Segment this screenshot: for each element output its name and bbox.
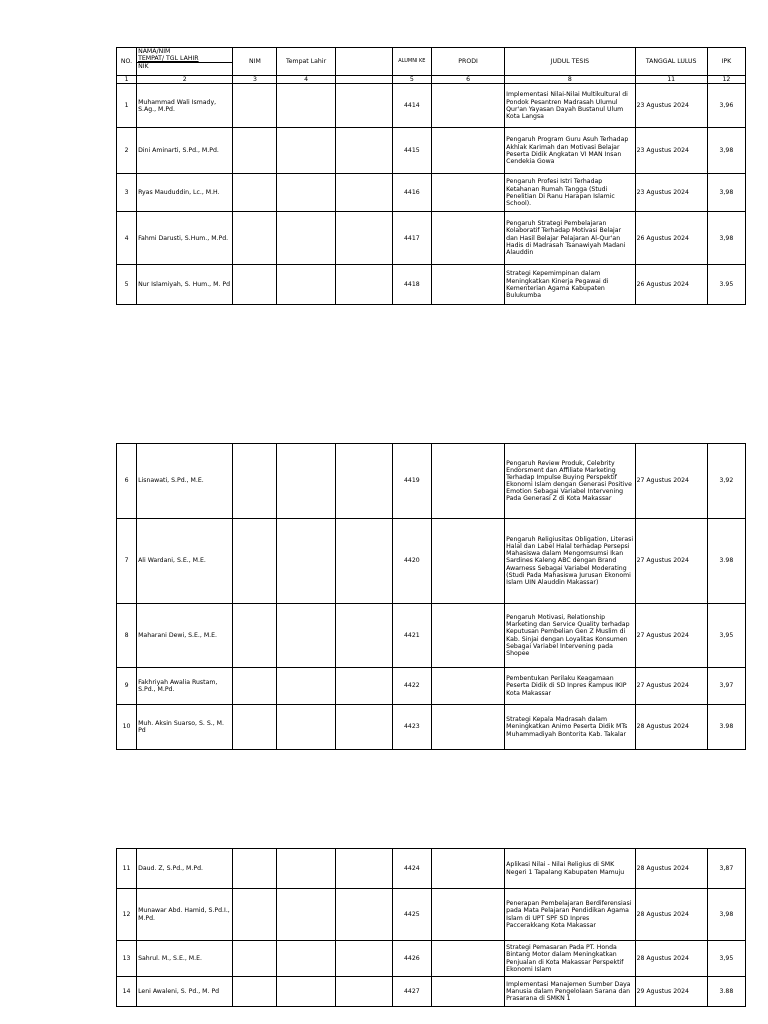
student-name: Fakhriyah Awalia Rustam, S.Pd., M.Pd. (137, 668, 233, 705)
graduation-date: 27 Agustus 2024 (635, 519, 707, 604)
table-body (117, 84, 746, 305)
tempat-lahir-cell (277, 519, 335, 604)
row-number: 10 (117, 705, 137, 750)
alumni-number: 4420 (392, 519, 431, 604)
thesis-title: Aplikasi Nilai - Nilai Religius di SMK Negeri 1 Tapalang Kabupaten Mamuju (505, 849, 635, 889)
graduation-date: 28 Agustus 2024 (635, 705, 707, 750)
student-name: Sahrul. M., S.E., M.E. (137, 941, 233, 977)
nim-cell (233, 128, 277, 174)
graduation-date: 28 Agustus 2024 (635, 849, 707, 889)
student-name: Ali Wardani, S.E., M.E. (137, 519, 233, 604)
header-nama-nim: NAMA/NIM (138, 48, 171, 55)
blank-cell (335, 668, 392, 705)
student-name: Nur Islamiyah, S. Hum., M. Pd (137, 265, 233, 305)
gpa-value: 3,92 (707, 444, 745, 519)
graduation-date: 23 Agustus 2024 (635, 128, 707, 174)
prodi-cell (431, 604, 504, 668)
table-row (117, 604, 746, 668)
row-number: 11 (117, 849, 137, 889)
nim-cell (233, 212, 277, 265)
prodi-cell (431, 174, 504, 212)
thesis-title: Pengaruh Profesi Istri Terhadap Ketahanan Rumah Tangga (Studi Penelitian Di Ranu Harapan Islamic School). (505, 174, 635, 212)
column-index: 1 (117, 76, 137, 84)
blank-cell (335, 941, 392, 977)
graduation-date: 23 Agustus 2024 (635, 174, 707, 212)
alumni-number: 4423 (392, 705, 431, 750)
gpa-value: 3,98 (707, 128, 745, 174)
blank-cell (335, 889, 392, 941)
nim-cell (233, 889, 277, 941)
gpa-value: 3,98 (707, 889, 745, 941)
thesis-title: Pengaruh Motivasi, Relationship Marketing dan Service Quality terhadap Keputusan Pembelian Gen Z Muslim di Kab. Sinjai dengan Loyalitas Konsumen Sebagai Variabel Intervening pada Shopee (505, 604, 635, 668)
row-number: 5 (117, 265, 137, 305)
column-index: 2 (137, 76, 233, 84)
column-index-blank (335, 76, 392, 84)
tempat-lahir-cell (277, 604, 335, 668)
gpa-value: 3.88 (707, 977, 745, 1007)
prodi-cell (431, 128, 504, 174)
blank-cell (335, 212, 392, 265)
thesis-title: Pengaruh Review Produk, Celebrity Endorsment dan Affiliate Marketing Terhadap Impulse Buying Perspektif Ekonomi Islam dengan Generasi Positive Emotion Sebagai Variabel Intervening Pada Generasi Z di Kota Makassar (505, 444, 635, 519)
student-name: Dini Aminarti, S.Pd., M.Pd. (137, 128, 233, 174)
blank-cell (335, 84, 392, 128)
student-name: Lisnawati, S.Pd., M.E. (137, 444, 233, 519)
graduation-date: 26 Agustus 2024 (635, 212, 707, 265)
blank-cell (335, 977, 392, 1007)
tempat-lahir-cell (277, 174, 335, 212)
thesis-title: Pembentukan Perilaku Keagamaan Peserta Didik di SD Inpres Kampus IKIP Kota Makassar (505, 668, 635, 705)
alumni-number: 4422 (392, 668, 431, 705)
tempat-lahir-cell (277, 977, 335, 1007)
prodi-cell (431, 941, 504, 977)
row-number: 2 (117, 128, 137, 174)
tempat-lahir-cell (277, 444, 335, 519)
nim-cell (233, 444, 277, 519)
header-row (117, 48, 746, 76)
nim-cell (233, 941, 277, 977)
gpa-value: 3.98 (707, 705, 745, 750)
column-index: 5 (392, 76, 431, 84)
student-name: Leni Awaleni, S. Pd., M. Pd (137, 977, 233, 1007)
row-number: 7 (117, 519, 137, 604)
header-tanggal-lulus: TANGGAL LULUS (635, 48, 707, 76)
graduation-date: 27 Agustus 2024 (635, 444, 707, 519)
row-number: 1 (117, 84, 137, 128)
nim-cell (233, 519, 277, 604)
prodi-cell (431, 889, 504, 941)
student-name: Fahmi Darusti, S.Hum., M.Pd. (137, 212, 233, 265)
row-number: 9 (117, 668, 137, 705)
header-tempat-lahir: Tempat Lahir (277, 48, 335, 76)
blank-cell (335, 174, 392, 212)
row-number: 3 (117, 174, 137, 212)
blank-cell (335, 444, 392, 519)
row-number: 13 (117, 941, 137, 977)
prodi-cell (431, 265, 504, 305)
student-name: Munawar Abd. Hamid, S.Pd.I., M.Pd. (137, 889, 233, 941)
prodi-cell (431, 705, 504, 750)
alumni-number: 4421 (392, 604, 431, 668)
alumni-number: 4419 (392, 444, 431, 519)
header-blank (335, 48, 392, 76)
graduation-date: 26 Agustus 2024 (635, 265, 707, 305)
row-number: 8 (117, 604, 137, 668)
student-name: Ryas Maududdin, Lc., M.H. (137, 174, 233, 212)
alumni-number: 4425 (392, 889, 431, 941)
tempat-lahir-cell (277, 668, 335, 705)
nim-cell (233, 849, 277, 889)
blank-cell (335, 705, 392, 750)
thesis-title: Pengaruh Strategi Pembelajaran Kolaboratif Terhadap Motivasi Belajar dan Hasil Belajar Pelajaran Al-Qur'an Hadis di Madrasah Tsanawiyah Madani Alauddin (505, 212, 635, 265)
thesis-title: Implementasi Nilai-Nilai Multikultural di Pondok Pesantren Madrasah Ulumul Qur'an Yayasan Dayah Bustanul Ulum Kota Langsa (505, 84, 635, 128)
table-row (117, 265, 746, 305)
graduation-date: 27 Agustus 2024 (635, 604, 707, 668)
tempat-lahir-cell (277, 265, 335, 305)
prodi-cell (431, 444, 504, 519)
tempat-lahir-cell (277, 212, 335, 265)
header-nik: NIK (138, 63, 149, 70)
table-row (117, 668, 746, 705)
thesis-table-page-1 (116, 47, 746, 305)
gpa-value: 3,95 (707, 604, 745, 668)
student-name: Maharani Dewi, S.E., M.E. (137, 604, 233, 668)
thesis-title: Pengaruh Religiusitas Obligation, Literasi Halal dan Label Halal terhadap Persepsi Mahasiswa dalam Mengomsumsi Ikan Sardines Kaleng ABC dengan Brand Awarness Sebagai Variabel Moderating (Studi Pada Mahasiswa Jurusan Ekonomi Islam UIN Alauddin Makassar) (505, 519, 635, 604)
thesis-title: Strategi Pemasaran Pada PT. Honda Bintang Motor dalam Meningkatkan Penjualan di Kota Makassar Perspektif Ekonomi Islam (505, 941, 635, 977)
header-nama-stack (137, 48, 233, 76)
gpa-value: 3,98 (707, 212, 745, 265)
table-row (117, 705, 746, 750)
alumni-number: 4426 (392, 941, 431, 977)
header-prodi: PRODI (431, 48, 504, 76)
gpa-value: 3,97 (707, 668, 745, 705)
column-index: 3 (233, 76, 277, 84)
thesis-title: Penerapan Pembelajaran Berdiferensiasi pada Mata Pelajaran Pendidikan Agama Islam di UPT SPF SD Inpres Paccerakkang Kota Makassar (505, 889, 635, 941)
blank-cell (335, 128, 392, 174)
table-row (117, 128, 746, 174)
column-index: 12 (707, 76, 745, 84)
thesis-table-page-3 (116, 848, 746, 1007)
table-row (117, 849, 746, 889)
header-nim: NIM (233, 48, 277, 76)
gpa-value: 3,95 (707, 941, 745, 977)
nim-cell (233, 977, 277, 1007)
nim-cell (233, 174, 277, 212)
gpa-value: 3,96 (707, 84, 745, 128)
gpa-value: 3,98 (707, 174, 745, 212)
tempat-lahir-cell (277, 705, 335, 750)
alumni-number: 4414 (392, 84, 431, 128)
gpa-value: 3.98 (707, 519, 745, 604)
alumni-number: 4417 (392, 212, 431, 265)
alumni-number: 4415 (392, 128, 431, 174)
graduation-date: 28 Agustus 2024 (635, 941, 707, 977)
tempat-lahir-cell (277, 889, 335, 941)
column-index-row (117, 76, 746, 84)
tempat-lahir-cell (277, 84, 335, 128)
row-number: 12 (117, 889, 137, 941)
gpa-value: 3,87 (707, 849, 745, 889)
header-ipk: IPK (707, 48, 745, 76)
header-judul-tesis: JUDUL TESIS (505, 48, 635, 76)
table-body (117, 444, 746, 750)
table-row (117, 977, 746, 1007)
row-number: 4 (117, 212, 137, 265)
nim-cell (233, 705, 277, 750)
nim-cell (233, 265, 277, 305)
column-index: 4 (277, 76, 335, 84)
graduation-date: 28 Agustus 2024 (635, 889, 707, 941)
column-index: 6 (431, 76, 504, 84)
table-row (117, 941, 746, 977)
tempat-lahir-cell (277, 849, 335, 889)
blank-cell (335, 604, 392, 668)
prodi-cell (431, 84, 504, 128)
prodi-cell (431, 212, 504, 265)
header-tempat-tgl-lahir: TEMPAT/ TGL LAHIR (137, 55, 232, 63)
tempat-lahir-cell (277, 128, 335, 174)
row-number: 6 (117, 444, 137, 519)
student-name: Muhammad Wali Ismady, S.Ag., M.Pd. (137, 84, 233, 128)
thesis-title: Implementasi Manajemen Sumber Daya Manusia dalam Pengelolaan Sarana dan Prasarana di SMKN 1 (505, 977, 635, 1007)
thesis-title: Strategi Kepala Madrasah dalam Meningkatkan Animo Peserta Didik MTs Muhammadiyah Bontorita Kab. Takalar (505, 705, 635, 750)
thesis-table-page-2 (116, 443, 746, 750)
graduation-date: 23 Agustus 2024 (635, 84, 707, 128)
blank-cell (335, 849, 392, 889)
thesis-title: Pengaruh Program Guru Asuh Terhadap Akhlak Karimah dan Motivasi Belajar Peserta Didik Angkatan VI MAN Insan Cendekia Gowa (505, 128, 635, 174)
header-no: NO. (117, 48, 137, 76)
prodi-cell (431, 519, 504, 604)
blank-cell (335, 519, 392, 604)
graduation-date: 27 Agustus 2024 (635, 668, 707, 705)
column-index: 11 (635, 76, 707, 84)
nim-cell (233, 604, 277, 668)
alumni-number: 4418 (392, 265, 431, 305)
nim-cell (233, 668, 277, 705)
column-index: 8 (505, 76, 635, 84)
table-row (117, 174, 746, 212)
alumni-number: 4416 (392, 174, 431, 212)
header-alumni-ke: ALUMNI KE (392, 48, 431, 76)
table-row (117, 212, 746, 265)
table-row (117, 519, 746, 604)
prodi-cell (431, 977, 504, 1007)
table-body (117, 849, 746, 1007)
student-name: Muh. Aksin Suarso, S. S., M. Pd (137, 705, 233, 750)
blank-cell (335, 265, 392, 305)
table-row (117, 444, 746, 519)
row-number: 14 (117, 977, 137, 1007)
alumni-number: 4427 (392, 977, 431, 1007)
tempat-lahir-cell (277, 941, 335, 977)
alumni-number: 4424 (392, 849, 431, 889)
gpa-value: 3.95 (707, 265, 745, 305)
graduation-date: 29 Agustus 2024 (635, 977, 707, 1007)
table-row (117, 889, 746, 941)
prodi-cell (431, 849, 504, 889)
student-name: Daud. Z, S.Pd., M.Pd. (137, 849, 233, 889)
prodi-cell (431, 668, 504, 705)
nim-cell (233, 84, 277, 128)
table-row (117, 84, 746, 128)
thesis-title: Strategi Kepemimpinan dalam Meningkatkan Kinerja Pegawai di Kementerian Agama Kabupaten Bulukumba (505, 265, 635, 305)
